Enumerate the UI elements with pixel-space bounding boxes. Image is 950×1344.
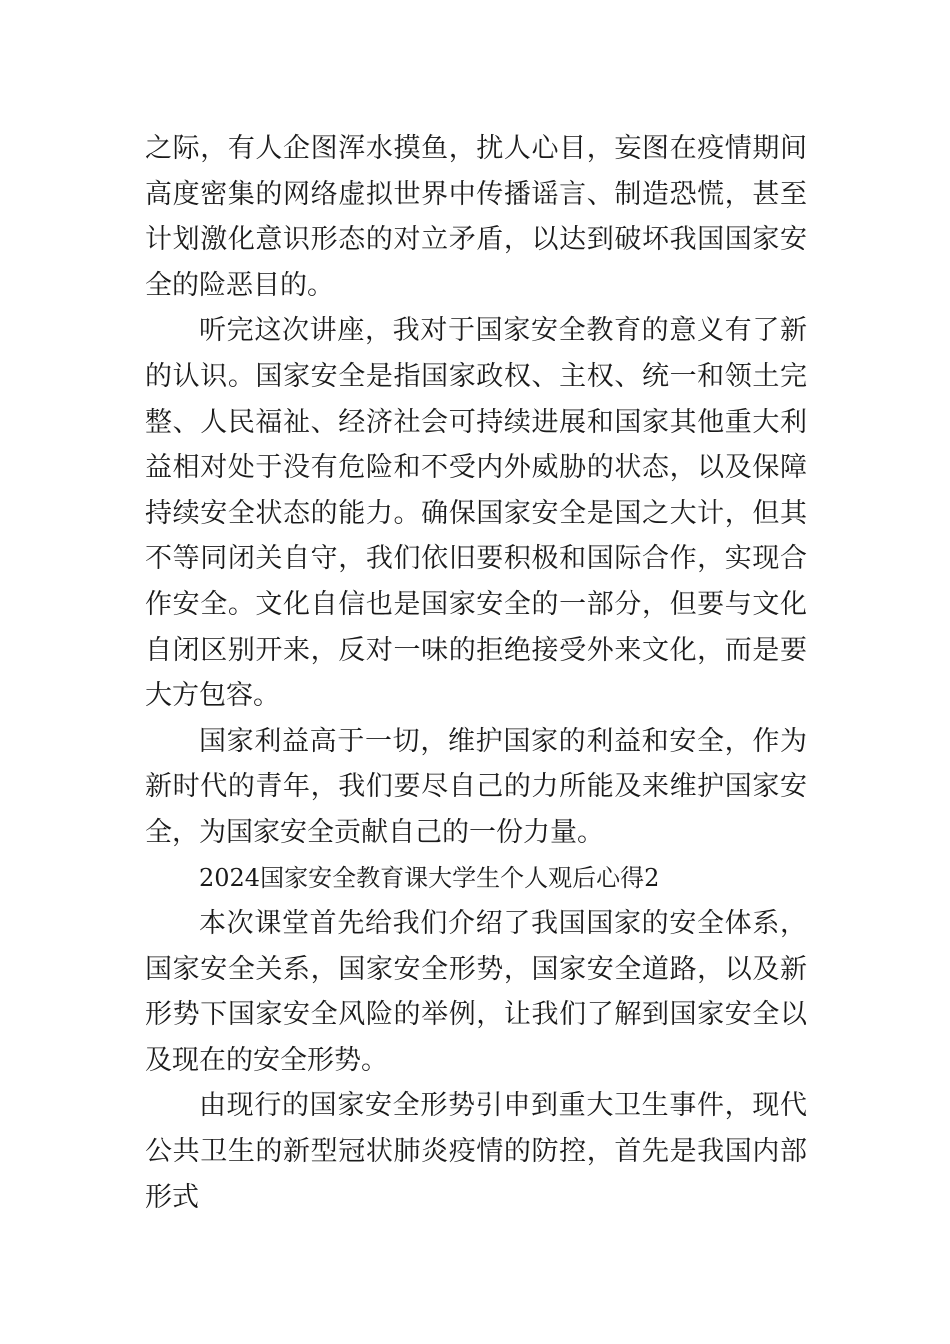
paragraph-public-health: 由现行的国家安全形势引申到重大卫生事件，现代公共卫生的新型冠状肺炎疫情的防控，首先是我国内部形式 xyxy=(145,1090,807,1213)
paragraph-lecture-reflection: 听完这次讲座，我对于国家安全教育的意义有了新的认识。国家安全是指国家政权、主权、统一和领土完整、人民福祉、经济社会可持续进展和国家其他重大利益相对处于没有危险和不受内外威胁的状态，以及保障持续安全状态的能力。确保国家安全是国之大计，但其不等同闭关自守，我们依旧要积极和国际合作，实现合作安全。文化自信也是国家安全的一部分，但要与文化自闭区别开来，反对一味的拒绝接受外来文化，而是要大方包容。 xyxy=(145,315,807,712)
paragraph-national-interest: 国家利益高于一切，维护国家的利益和安全，作为新时代的青年，我们要尽自己的力所能及来维护国家安全，为国家安全贡献自己的一份力量。 xyxy=(145,725,807,848)
paragraph-security-system: 本次课堂首先给我们介绍了我国国家的安全体系，国家安全关系，国家安全形势，国家安全道路，以及新形势下国家安全风险的举例，让我们了解到国家安全以及现在的安全形势。 xyxy=(145,908,807,1076)
document-body xyxy=(145,126,807,1220)
section-heading: 2024国家安全教育课大学生个人观后心得2 xyxy=(199,863,660,892)
paragraph-continued: 之际，有人企图浑水摸鱼，扰人心目，妄图在疫情期间高度密集的网络虚拟世界中传播谣言、制造恐慌，甚至计划激化意识形态的对立矛盾，以达到破坏我国国家安全的险恶目的。 xyxy=(145,133,807,301)
